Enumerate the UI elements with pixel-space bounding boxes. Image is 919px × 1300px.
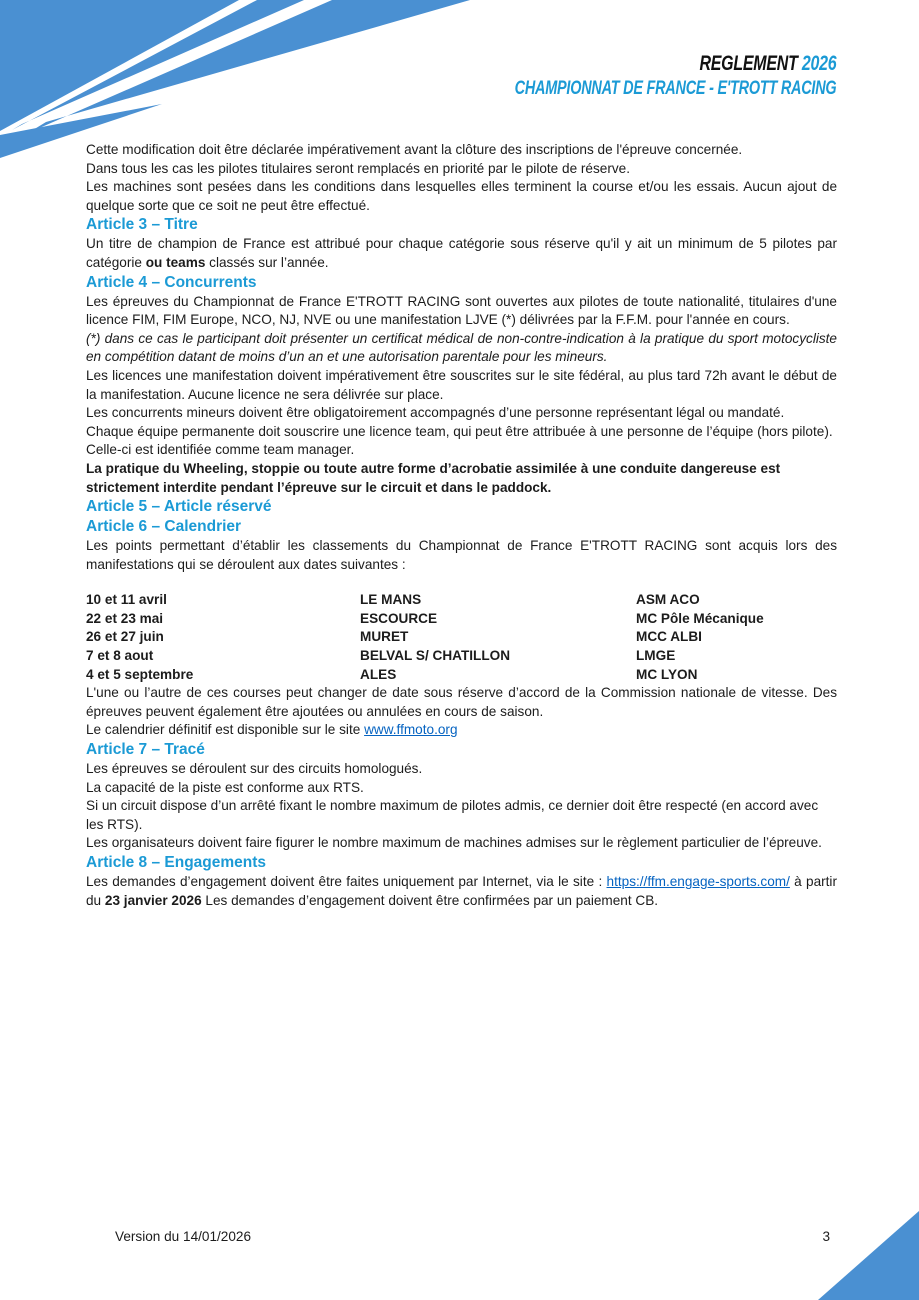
article-8-text-mid: à partir du xyxy=(86,874,837,908)
calendar-venue: ALES xyxy=(360,666,397,682)
document-header xyxy=(413,52,836,100)
calendar-date: 10 et 11 avril xyxy=(86,592,167,608)
calendar-row xyxy=(86,591,837,610)
calendar-venue: BELVAL S/ CHATILLON xyxy=(360,648,511,664)
article-8-text-end: Les demandes d’engagement doivent être confirmées par un paiement CB. xyxy=(201,892,659,908)
calendar-row xyxy=(86,647,837,666)
article-7-line-4: Les organisateurs doivent faire figurer le nombre maximum de machines admises sur le règlement particulier de l’épreuve. xyxy=(86,835,822,851)
article-6-paragraph-1: Les points permettant d’établir les classements du Championnat de France E'TROTT RACING sont acquis lors des manifestations qui se déroulent aux dates suivantes : xyxy=(86,538,837,572)
calendar-row xyxy=(86,628,837,647)
article-7-line-3: Si un circuit dispose d’un arrêté fixant le nombre maximum de pilotes admis, ce dernier doit être respecté (en accord avec les RTS). xyxy=(86,798,819,832)
article-3-body xyxy=(86,235,837,272)
calendar-club: MCC ALBI xyxy=(636,629,702,645)
article-7-line-1: Les épreuves se déroulent sur des circuits homologués. xyxy=(86,761,423,777)
article-6-paragraph-3 xyxy=(86,721,837,740)
corner-triangle-decoration xyxy=(818,1211,919,1300)
calendar-date: 22 et 23 mai xyxy=(86,610,164,626)
article-6-heading: Article 6 – Calendrier xyxy=(86,518,242,536)
article-6-paragraph-2: L'une ou l’autre de ces courses peut changer de date sous réserve d’accord de la Commission nationale de vitesse. Des épreuves peuvent également être ajoutées ou annulées en cours de saison. xyxy=(86,685,837,719)
article-5-heading: Article 5 – Article réservé xyxy=(86,498,272,516)
article-8-heading: Article 8 – Engagements xyxy=(86,854,267,871)
article-4-paragraph-5: Chaque équipe permanente doit souscrire une licence team, qui peut être attribuée à une personne de l’équipe (hors pilote). Celle-ci est identifiée comme team manager. xyxy=(86,423,833,458)
article-7-heading: Article 7 – Tracé xyxy=(86,741,205,759)
regulation-title-line xyxy=(514,52,836,76)
article-8-text: Les demandes d’engagement doivent être faites uniquement par Internet, via le site : xyxy=(86,874,607,889)
calendar-club: ASM ACO xyxy=(636,592,700,608)
page-number: 3 xyxy=(822,1229,830,1244)
page-content xyxy=(86,141,837,910)
article-4-warning-bold: La pratique du Wheeling, stoppie ou toute autre forme d’acrobatie assimilée à une conduite dangereuse est strictement interdite pendant l’épreuve sur le circuit et dans le paddock. xyxy=(86,460,781,495)
article-3-bold-text: ou teams xyxy=(145,254,206,270)
calendar-row xyxy=(86,610,837,629)
calendar-club: MC LYON xyxy=(636,666,698,682)
engage-sports-link[interactable]: https://ffm.engage-sports.com/ xyxy=(606,874,790,889)
intro-paragraph-3: Les machines sont pesées dans les conditions dans lesquelles elles terminent la course et/ou les essais. Aucun ajout de quelque sorte que ce soit ne peut être effectué. xyxy=(86,179,837,213)
article-6-link-intro: Le calendrier définitif est disponible sur le site xyxy=(86,722,365,738)
intro-paragraph-1: Cette modification doit être déclarée impérativement avant la clôture des inscriptions de l'épreuve concernée. xyxy=(86,142,743,157)
article-4-paragraph-1: Les épreuves du Championnat de France E'TROTT RACING sont ouvertes aux pilotes de toute nationalité, titulaires d'une licence FIM, FIM Europe, NCO, NJ, NVE ou une manifestation LJVE (*) délivrées par la F.F.M. pour l'année en cours. xyxy=(86,293,837,328)
article-8-body xyxy=(86,873,837,910)
article-4-paragraph-3: Les licences une manifestation doivent impérativement être souscrites sur le site fédéral, au plus tard 72h avant le début de la manifestation. Aucune licence ne sera délivrée sur place. xyxy=(86,367,837,402)
article-7-line-2: La capacité de la piste est conforme aux RTS. xyxy=(86,779,364,795)
calendar-row xyxy=(86,666,837,685)
intro-paragraph-2: Dans tous les cas les pilotes titulaires seront remplacés en priorité par le pilote de réserve. xyxy=(86,160,631,176)
article-4-paragraph-4: Les concurrents mineurs doivent être obligatoirement accompagnés d’une personne représentant légal ou mandaté. xyxy=(86,405,785,421)
regulation-title: REGLEMENT xyxy=(699,52,798,75)
calendar-venue: ESCOURCE xyxy=(360,610,438,626)
calendar-date: 26 et 27 juin xyxy=(86,629,164,645)
article-4-heading: Article 4 – Concurrents xyxy=(86,273,257,291)
calendar-club: LMGE xyxy=(636,648,676,664)
calendar-date: 7 et 8 aout xyxy=(86,648,154,664)
article-8-date-bold: 23 janvier 2026 xyxy=(104,892,202,908)
regulation-year: 2026 xyxy=(801,52,836,75)
article-3-heading: Article 3 – Titre xyxy=(86,216,198,234)
article-3-text: Un titre de champion de France est attribué pour chaque catégorie sous réserve qu'il y ait un minimum de 5 pilotes par catégorie xyxy=(86,236,837,270)
article-4-paragraph-2-italic: (*) dans ce cas le participant doit présenter un certificat médical de non-contre-indication à la pratique du sport motocycliste en compétition datant de moins d’un an et une autorisation parentale pour les mineurs. xyxy=(86,330,837,365)
footer-version: Version du 14/01/2026 xyxy=(115,1229,252,1244)
calendar-date: 4 et 5 septembre xyxy=(86,666,194,682)
calendar-venue: LE MANS xyxy=(360,592,422,608)
ffmoto-link[interactable]: www.ffmoto.org xyxy=(364,722,458,738)
article-3-text-end: classés sur l’année. xyxy=(205,254,329,270)
calendar-club: MC Pôle Mécanique xyxy=(636,610,764,626)
championship-subtitle: CHAMPIONNAT DE FRANCE - E'TROTT RACING xyxy=(514,78,836,99)
calendar-table xyxy=(86,591,837,684)
calendar-venue: MURET xyxy=(360,629,409,645)
